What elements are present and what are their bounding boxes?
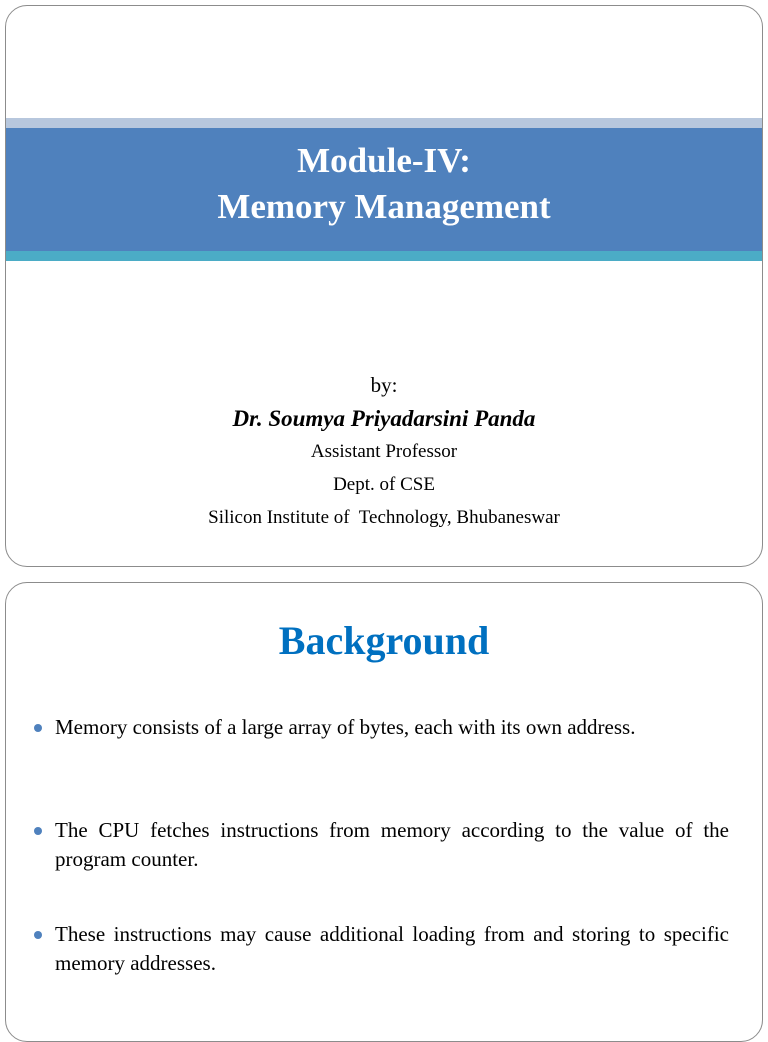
bullet-text: The CPU fetches instructions from memory according to the value of the program counter.: [55, 818, 729, 871]
bullet-dot-icon: [34, 827, 42, 835]
bullet-item: [34, 713, 729, 742]
slide-title-line-1: Module-IV:: [297, 141, 471, 180]
bullet-text: Memory consists of a large array of bytes, each with its own address.: [55, 715, 636, 739]
slide-heading: Background: [278, 618, 490, 663]
author-role: Assistant Professor: [310, 441, 458, 462]
background-slide: [5, 582, 763, 1042]
bullet-dot-icon: [34, 931, 42, 939]
bullet-text: These instructions may cause additional loading from and storing to specific memory addresses.: [55, 922, 729, 975]
slide-title: [6, 138, 762, 230]
title-slide: [5, 5, 763, 567]
title-band-bottom-accent: [6, 251, 762, 261]
bullet-item: [34, 816, 729, 874]
bullet-item: [34, 920, 729, 978]
title-band-top-accent: [6, 118, 762, 128]
author-name: Dr. Soumya Priyadarsini Panda: [232, 406, 536, 431]
author-department: Dept. of CSE: [333, 474, 435, 495]
by-label: by:: [370, 373, 398, 397]
slide-title-line-2: Memory Management: [217, 187, 551, 226]
bullet-list: [34, 713, 729, 978]
author-block: [6, 369, 762, 534]
author-institute: Silicon Institute of Technology, Bhubaneswar: [208, 507, 560, 528]
bullet-dot-icon: [34, 724, 42, 732]
